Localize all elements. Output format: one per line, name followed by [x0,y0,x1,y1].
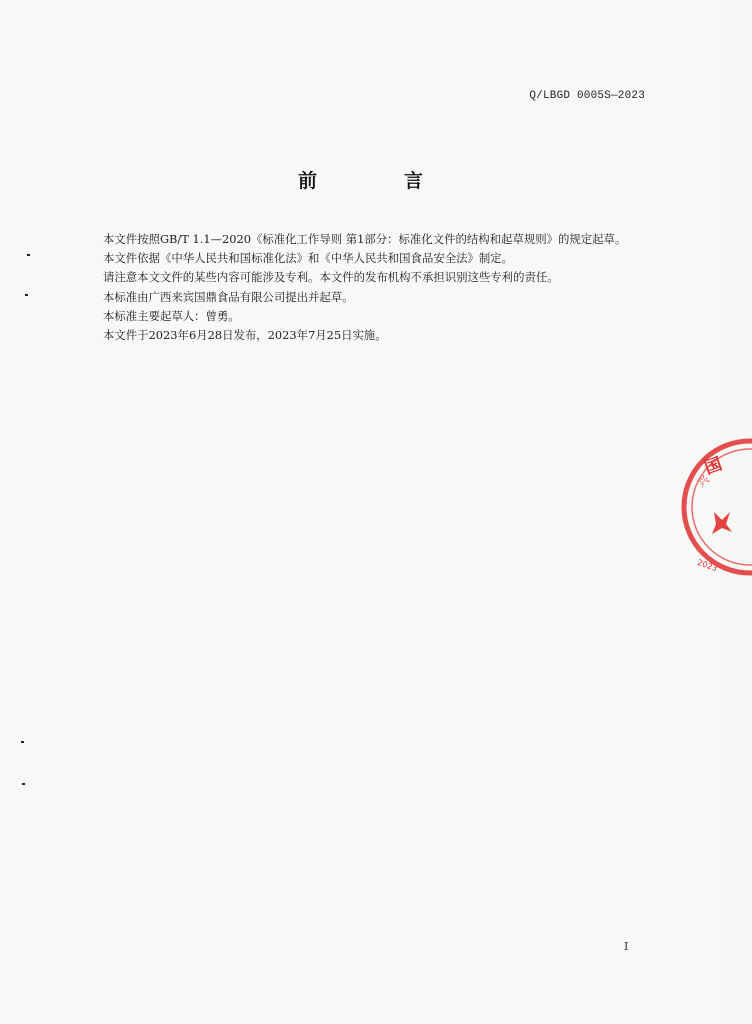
paragraph-legal-basis: 本文件依据《中华人民共和国标准化法》和《中华人民共和国食品安全法》制定。 [103,251,514,266]
page-title: 前 言 [297,170,457,192]
foreword-body [80,230,648,345]
scan-speck [27,254,30,256]
svg-text:国: 国 [702,454,725,479]
paragraph-drafter: 本标准主要起草人：曾勇。 [103,308,240,323]
scan-speck [22,783,25,785]
scan-speck [25,294,28,296]
document-code: Q/LBGD 0005S—2023 [529,90,645,102]
scan-speck [21,741,24,743]
red-seal-stamp [692,432,752,582]
svg-text:2023: 2023 [696,557,719,574]
svg-text:兴: 兴 [695,472,712,490]
paragraph-drafting-rules: 本文件按照GB/T 1.1—2020《标准化工作导则 第1部分：标准化文件的结构和起草规则》的规定起草。 [103,232,627,246]
paragraph-dates: 本文件于2023年6月28日发布，2023年7月25日实施。 [103,328,387,343]
page-number: I [624,940,629,953]
paragraph-proposer: 本标准由广西来宾国鼎食品有限公司提出并起草。 [103,289,354,304]
paragraph-patent-notice: 请注意本文文件的某些内容可能涉及专利。本文件的发布机构不承担识别这些专利的责任。 [103,270,559,285]
